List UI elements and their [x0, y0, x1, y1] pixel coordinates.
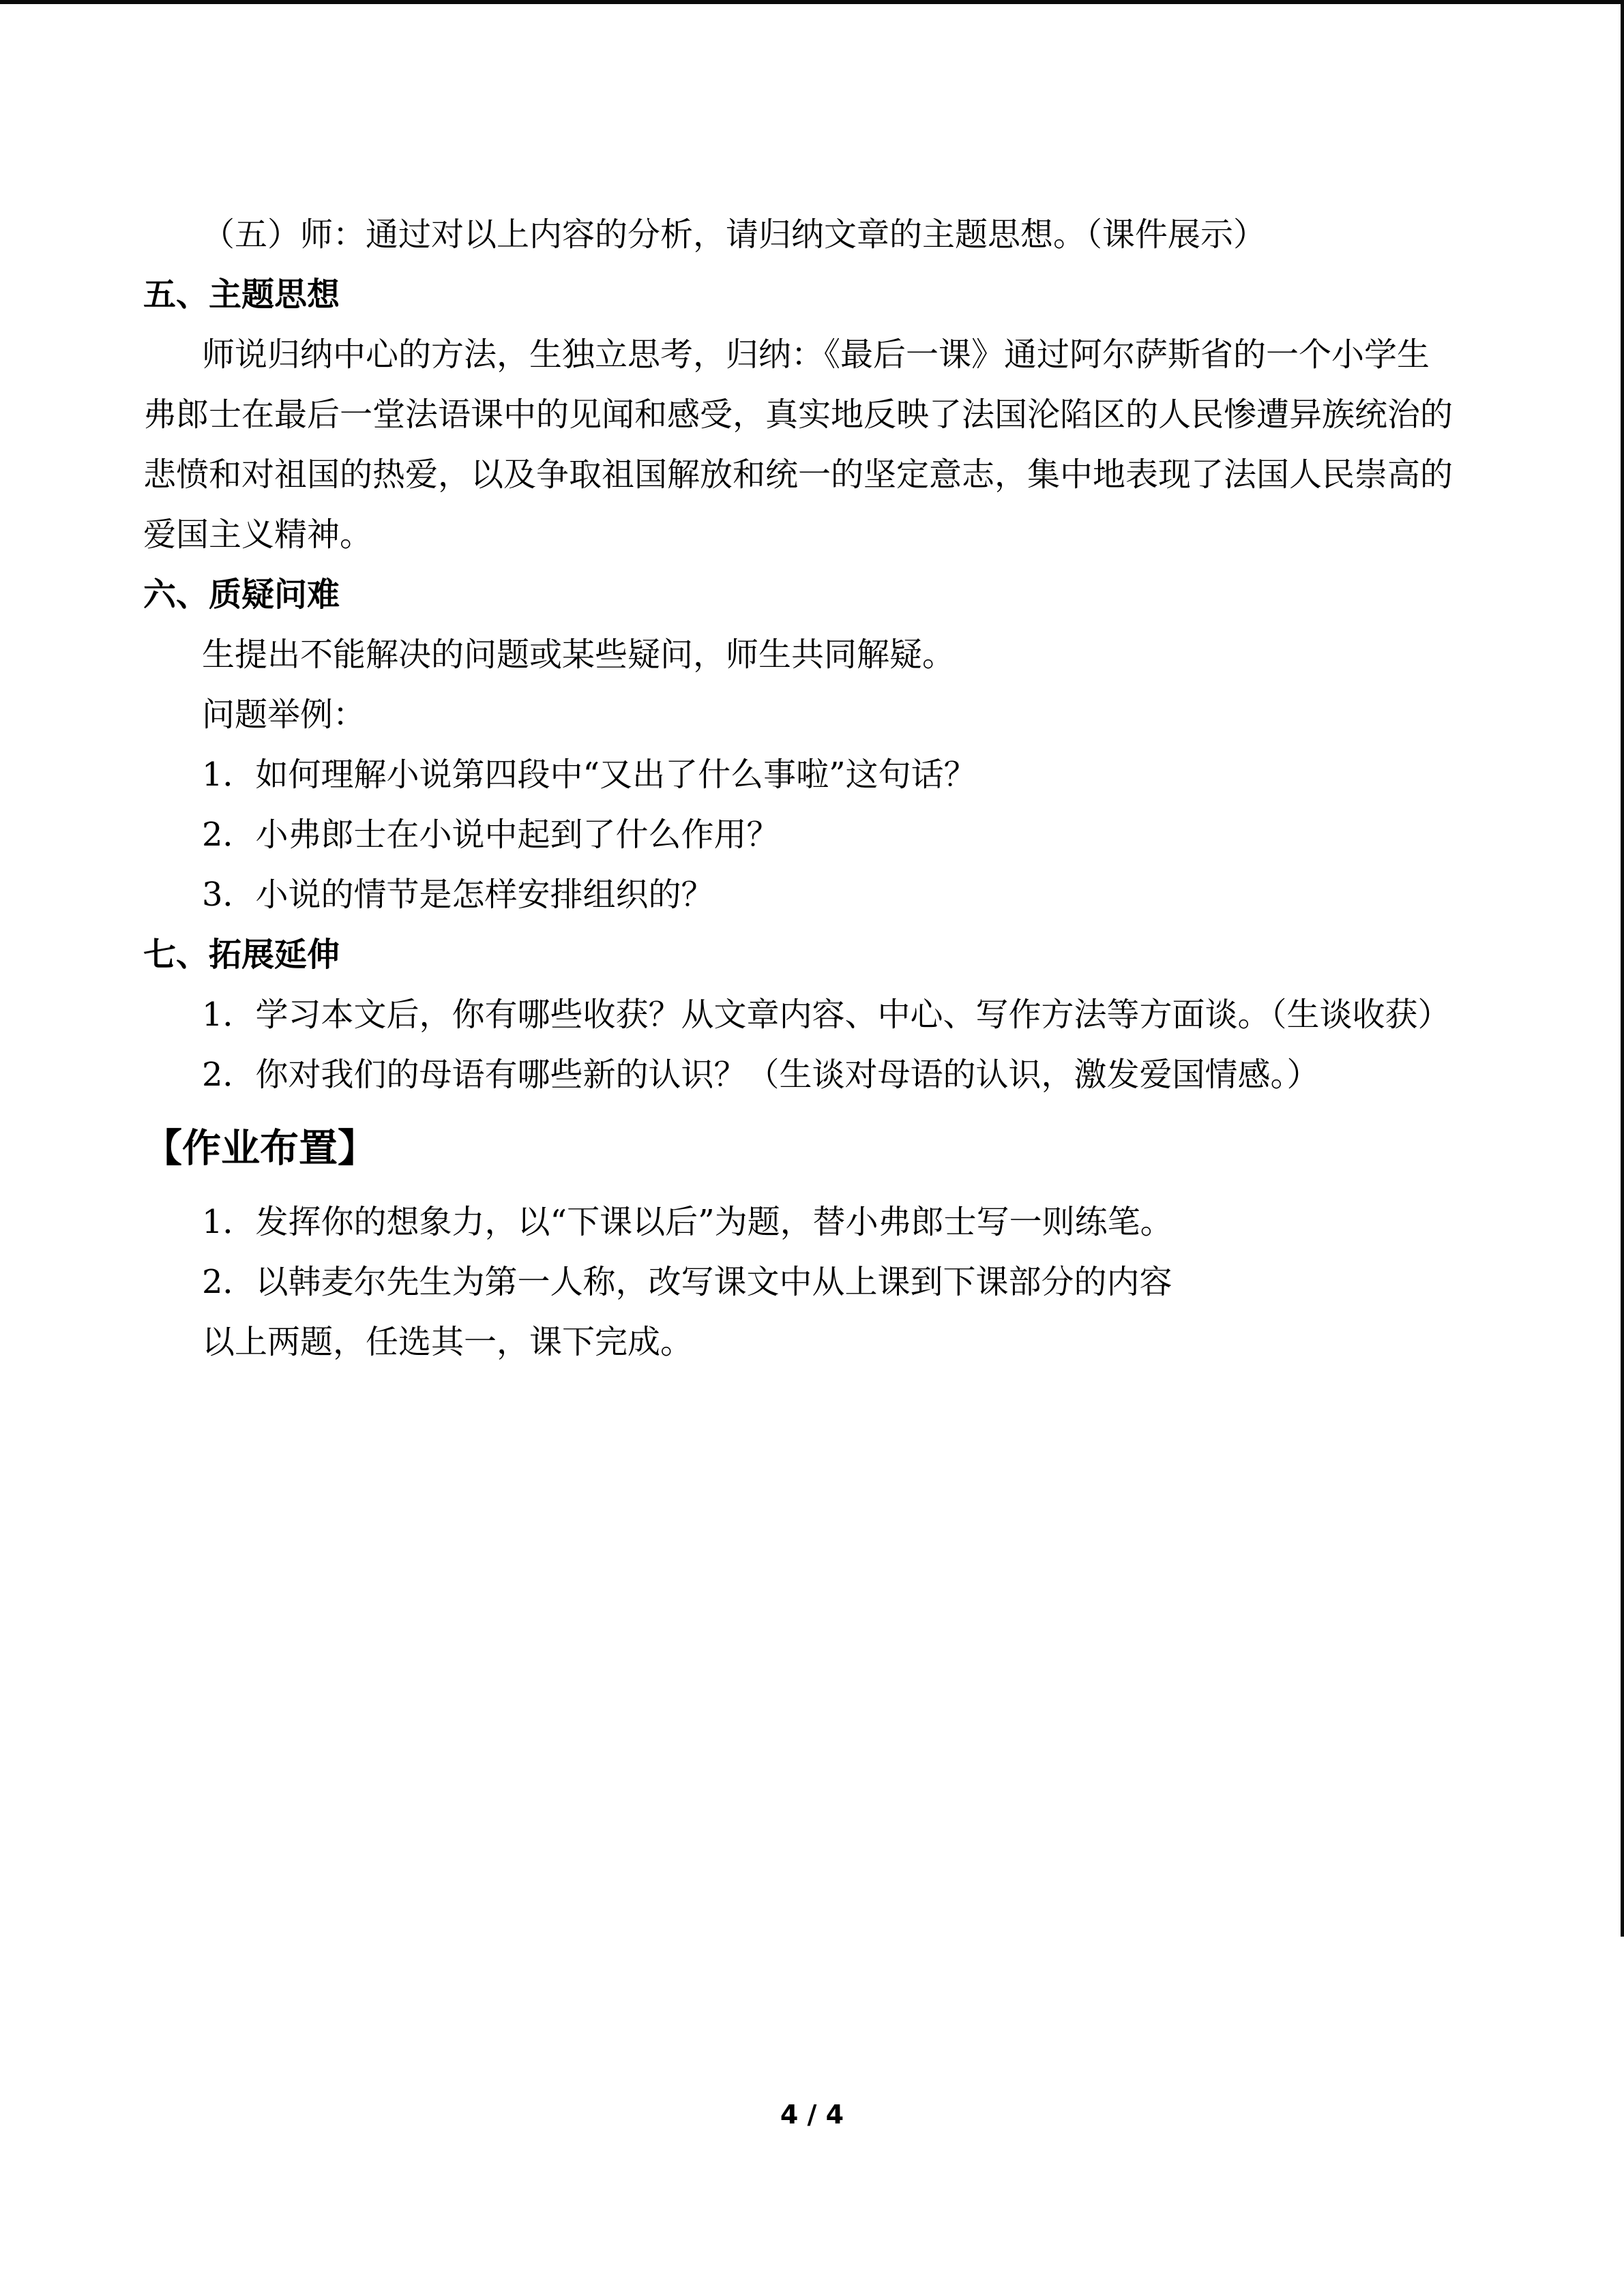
doc-line-teacher-prompt: （五）师：通过对以上内容的分析，请归纳文章的主题思想。（课件展示）: [202, 215, 1267, 254]
doc-line-question-3: 3．小说的情节是怎样安排组织的？: [202, 876, 714, 914]
doc-line-theme-paragraph-3: 悲愤和对祖国的热爱，以及争取祖国解放和统一的坚定意志，集中地表现了法国人民崇高的: [143, 456, 1453, 494]
scan-edge-top: [0, 0, 1624, 4]
doc-line-homework-2: 2．以韩麦尔先生为第一人称，改写课文中从上课到下课部分的内容: [202, 1263, 1172, 1301]
doc-line-questioning-intro: 生提出不能解决的问题或某些疑问，师生共同解疑。: [202, 636, 956, 674]
doc-line-question-2: 2．小弗郎士在小说中起到了什么作用？: [202, 816, 780, 854]
doc-heading-homework: 【作业布置】: [143, 1125, 377, 1171]
doc-heading-section-6: 六、质疑问难: [143, 576, 340, 614]
page-number: 4 / 4: [780, 2100, 844, 2130]
doc-line-question-examples: 问题举例：: [202, 696, 366, 734]
doc-line-homework-note: 以上两题，任选其一，课下完成。: [202, 1323, 694, 1361]
doc-heading-section-7: 七、拓展延伸: [143, 936, 340, 974]
page-footer: [0, 2099, 1624, 2130]
doc-line-theme-paragraph-1: 师说归纳中心的方法，生独立思考，归纳：《最后一课》通过阿尔萨斯省的一个小学生: [202, 336, 1430, 374]
doc-line-theme-paragraph-2: 弗郎士在最后一堂法语课中的见闻和感受，真实地反映了法国沦陷区的人民惨遭异族统治的: [143, 396, 1453, 434]
document-body: [143, 205, 1457, 1372]
doc-line-extension-2: 2．你对我们的母语有哪些新的认识？（生谈对母语的认识，激发爱国情感。）: [202, 1056, 1320, 1094]
doc-line-homework-1: 1．发挥你的想象力，以“下课以后”为题，替小弗郎士写一则练笔。: [202, 1203, 1173, 1241]
doc-heading-section-5: 五、主题思想: [143, 275, 340, 314]
doc-line-extension-1: 1．学习本文后，你有哪些收获？从文章内容、中心、写作方法等方面谈。（生谈收获）: [202, 996, 1451, 1034]
scan-edge-right: [1621, 0, 1624, 1937]
doc-line-question-1: 1．如何理解小说第四段中“又出了什么事啦”这句话？: [202, 756, 977, 794]
doc-line-theme-paragraph-4: 爱国主义精神。: [143, 516, 373, 554]
